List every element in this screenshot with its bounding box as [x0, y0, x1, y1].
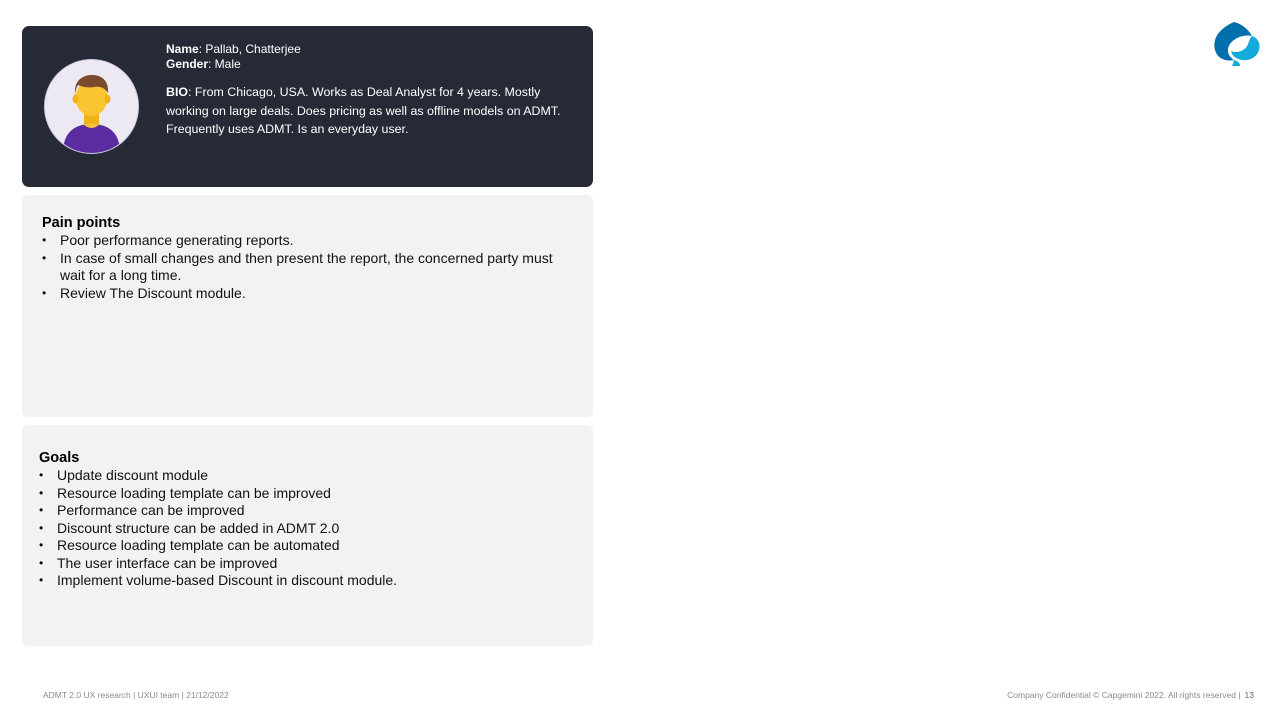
- page-number: 13: [1244, 690, 1254, 700]
- list-item: • Resource loading template can be automated: [39, 537, 559, 555]
- pain-points-title: Pain points: [42, 215, 121, 231]
- goals-panel: [22, 425, 593, 646]
- list-item: • Implement volume-based Discount in discount module.: [39, 572, 559, 590]
- persona-card: [22, 26, 593, 187]
- list-item: • In case of small changes and then present the report, the concerned party must wait for a long time.: [42, 250, 562, 285]
- footer-copyright-text: Company Confidential © Capgemini 2022. All rights reserved |: [1007, 690, 1241, 700]
- pain-points-list: [42, 232, 562, 302]
- goals-title: Goals: [39, 450, 80, 466]
- persona-info: [166, 42, 578, 139]
- goals-list: [39, 467, 559, 590]
- footer-meta: ADMT 2.0 UX research | UXUI team | 21/12/2022: [43, 690, 229, 700]
- list-item: • Update discount module: [39, 467, 559, 485]
- list-item: • Performance can be improved: [39, 502, 559, 520]
- user-avatar-icon: [44, 59, 139, 154]
- gender-value: : Male: [208, 56, 241, 71]
- footer-copyright: [1007, 690, 1254, 700]
- capgemini-spade-logo-icon: [1210, 20, 1262, 66]
- list-item: • Discount structure can be added in ADMT 2.0: [39, 520, 559, 538]
- pain-points-panel: [22, 195, 593, 417]
- persona-name: [166, 42, 578, 57]
- gender-label: Gender: [166, 56, 209, 71]
- bio-label: BIO: [166, 85, 189, 99]
- name-label: Name: [166, 42, 199, 56]
- persona-bio: [166, 83, 578, 139]
- list-item: • Poor performance generating reports.: [42, 232, 562, 250]
- persona-gender: [166, 57, 578, 72]
- bio-text: : From Chicago, USA. Works as Deal Analyst for 4 years. Mostly working on large deals. Does pricing as well as offline models on ADMT. Frequently uses ADMT. Is an everyday user.: [166, 85, 561, 136]
- name-value: : Pallab, Chatterjee: [198, 42, 301, 56]
- list-item: • The user interface can be improved: [39, 555, 559, 573]
- list-item: • Review The Discount module.: [42, 285, 562, 303]
- list-item: • Resource loading template can be improved: [39, 485, 559, 503]
